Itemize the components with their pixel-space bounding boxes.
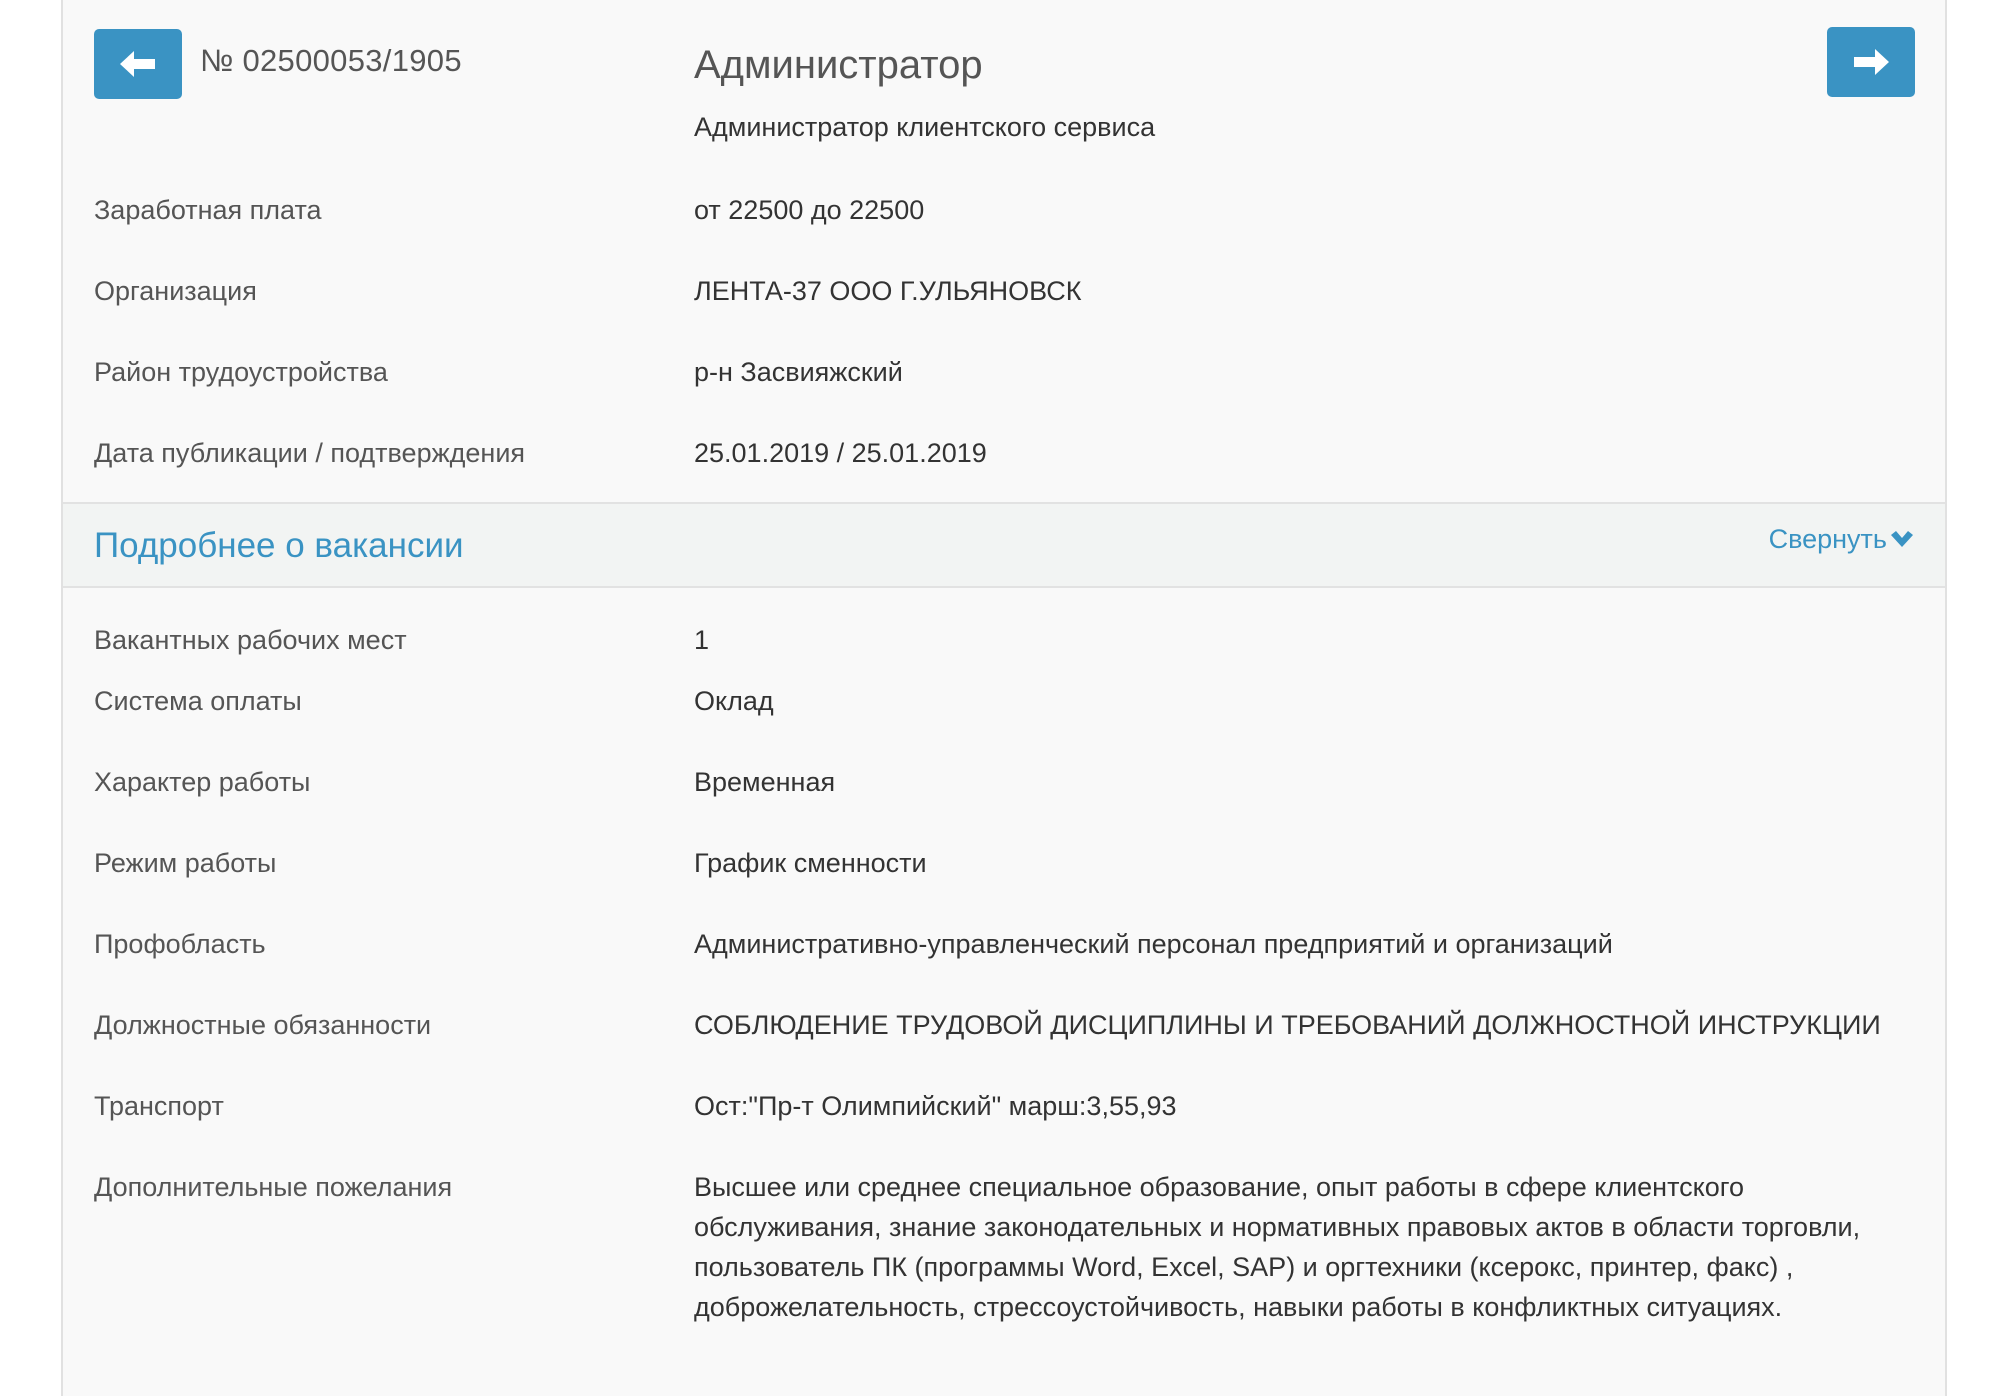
row-label: Характер работы [94, 767, 311, 797]
row-label: Профобласть [94, 929, 266, 959]
row-value: 25.01.2019 / 25.01.2019 [694, 438, 987, 468]
chevron-down-icon [1889, 530, 1915, 550]
salary-row [63, 190, 1945, 230]
row-label: Должностные обязанности [94, 1010, 432, 1040]
row-value: р-н Засвияжский [694, 357, 903, 387]
work-schedule-row [63, 843, 1945, 883]
row-value: от 22500 до 22500 [694, 195, 925, 225]
professional-area-row [63, 924, 1945, 964]
row-label: Дополнительные пожелания [94, 1172, 453, 1202]
row-value: Временная [694, 767, 836, 797]
row-value: Оклад [694, 686, 774, 716]
row-label: Система оплаты [94, 686, 302, 716]
arrow-right-icon [1851, 46, 1891, 78]
row-value: Административно-управленческий персонал предприятий и организаций [694, 929, 1613, 959]
next-vacancy-button[interactable] [1827, 27, 1915, 97]
row-value: Высшее или среднее специальное образование, опыт работы в сфере клиентского обслуживания, знание законодательных и нормативных правовых актов в области торговли, пользователь ПК (программы Word, Excel, SAP) и оргтехники (ксерокс, принтер, факс) , доброжелательность, стрессоустойчивость, навыки работы в конфликтных ситуациях. [694, 1172, 1861, 1322]
organization-row [63, 271, 1945, 311]
district-row [63, 352, 1945, 392]
row-label: Вакантных рабочих мест [94, 625, 407, 655]
vacancy-subtitle: Администратор клиентского сервиса [694, 112, 1156, 142]
collapse-link[interactable] [1769, 524, 1915, 555]
publication-date-row [63, 433, 1945, 473]
vacancy-card [61, 0, 1947, 1396]
row-value: Ост:"Пр-т Олимпийский" марш:3,55,93 [694, 1091, 1177, 1121]
vacancies-count-row [63, 620, 1945, 660]
work-type-row [63, 762, 1945, 802]
row-label: Транспорт [94, 1091, 224, 1121]
transport-row [63, 1086, 1945, 1126]
additional-requirements-row [63, 1167, 1945, 1372]
vacancy-number: № 02500053/1905 [200, 43, 462, 78]
row-value: 1 [694, 625, 710, 655]
duties-row [63, 1005, 1945, 1045]
previous-vacancy-button[interactable] [94, 29, 182, 99]
row-label: Режим работы [94, 848, 277, 878]
row-value: СОБЛЮДЕНИЕ ТРУДОВОЙ ДИСЦИПЛИНЫ И ТРЕБОВАНИЙ ДОЛЖНОСТНОЙ ИНСТРУКЦИИ [694, 1010, 1881, 1040]
section-title: Подробнее о вакансии [94, 526, 464, 565]
arrow-left-icon [118, 48, 158, 80]
row-value: График сменности [694, 848, 927, 878]
details-section-header [63, 502, 1945, 588]
collapse-label: Свернуть [1768, 524, 1887, 554]
row-value: ЛЕНТА-37 ООО Г.УЛЬЯНОВСК [694, 276, 1082, 306]
row-label: Дата публикации / подтверждения [94, 438, 526, 468]
vacancy-title: Администратор [694, 43, 983, 87]
payment-system-row [63, 681, 1945, 721]
row-label: Заработная плата [94, 195, 322, 225]
row-label: Организация [94, 276, 257, 306]
row-label: Район трудоустройства [94, 357, 388, 387]
